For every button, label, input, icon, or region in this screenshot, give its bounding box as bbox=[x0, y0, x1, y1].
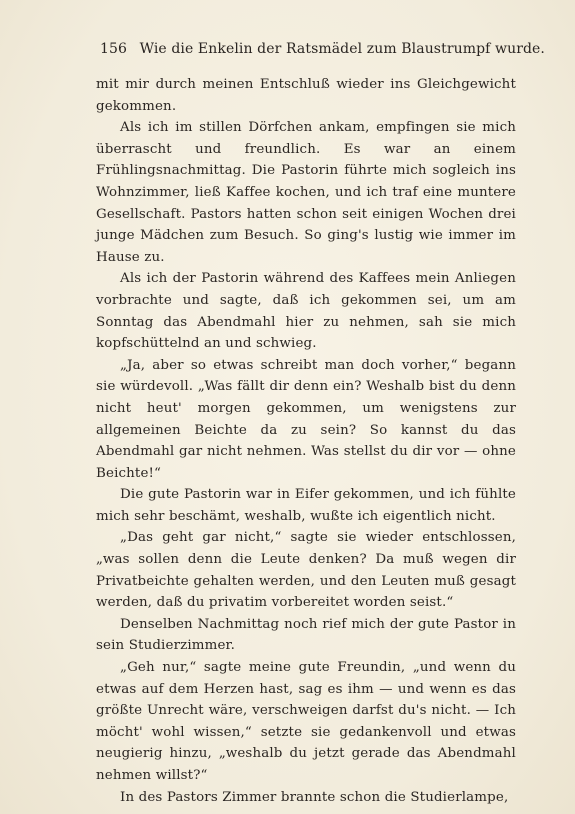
paragraph: mit mir durch meinen Entschluß wieder ins Gleichgewicht gekommen. bbox=[96, 77, 516, 114]
paragraph: Als ich der Pastorin während des Kaffees mein Anliegen vorbrachte und sagte, daß ich gekommen sei, um am Sonntag das Abendmahl hier zu nehmen, sah sie mich kopfschüttelnd an und schwieg. bbox=[96, 271, 516, 352]
paragraph: „Das geht gar nicht,“ sagte sie wieder entschlossen, „was sollen denn die Leute denken? Da muß wegen dir Privatbeichte gehalten werden, und den Leuten muß gesagt werden, daß du privatim vorbereitet worden seist.“ bbox=[96, 530, 516, 611]
paragraph: Denselben Nachmittag noch rief mich der gute Pastor in sein Studierzimmer. bbox=[96, 616, 516, 654]
paragraph: Die gute Pastorin war in Eifer gekommen, und ich fühlte mich sehr beschämt, weshalb, wußte ich eigentlich nicht. bbox=[96, 487, 516, 524]
paragraph: „Geh nur,“ sagte meine gute Freundin, „und wenn du etwas auf dem Herzen hast, sag es ihm — und wenn es das größte Unrecht wäre, verschweigen darfst du's nicht. — Ich möcht' wohl wissen,“ setzte sie gedankenvoll und etwas neugierig hinzu, „weshalb du jetzt gerade das Abendmahl nehmen willst?“ bbox=[96, 660, 516, 783]
body-text bbox=[96, 74, 516, 808]
running-head bbox=[100, 40, 545, 58]
page-number: 156 bbox=[100, 41, 128, 57]
running-title: Wie die Enkelin der Ratsmädel zum Blaustrumpf wurde. bbox=[139, 41, 545, 57]
paragraph: „Ja, aber so etwas schreibt man doch vorher,“ begann sie würdevoll. „Was fällt dir denn ein? Weshalb bist du denn nicht heut' morgen gekommen, um wenigstens zur allgemeinen Beichte da zu sein? So kannst du das Abendmahl gar nicht nehmen. Was stellst du dir vor — ohne Beichte!“ bbox=[96, 357, 516, 481]
paragraph: In des Pastors Zimmer brannte schon die Studierlampe, bbox=[120, 789, 509, 805]
paragraph: Als ich im stillen Dörfchen ankam, empfingen sie mich überrascht und freundlich. Es war an einem Frühlingsnachmittag. Die Pastorin führte mich sogleich ins Wohnzimmer, ließ Kaffee kochen, und ich traf eine muntere Gesellschaft. Pastors hatten schon seit einigen Wochen drei junge Mädchen zum Besuch. So ging's lustig wie immer im Hause zu. bbox=[96, 120, 516, 265]
